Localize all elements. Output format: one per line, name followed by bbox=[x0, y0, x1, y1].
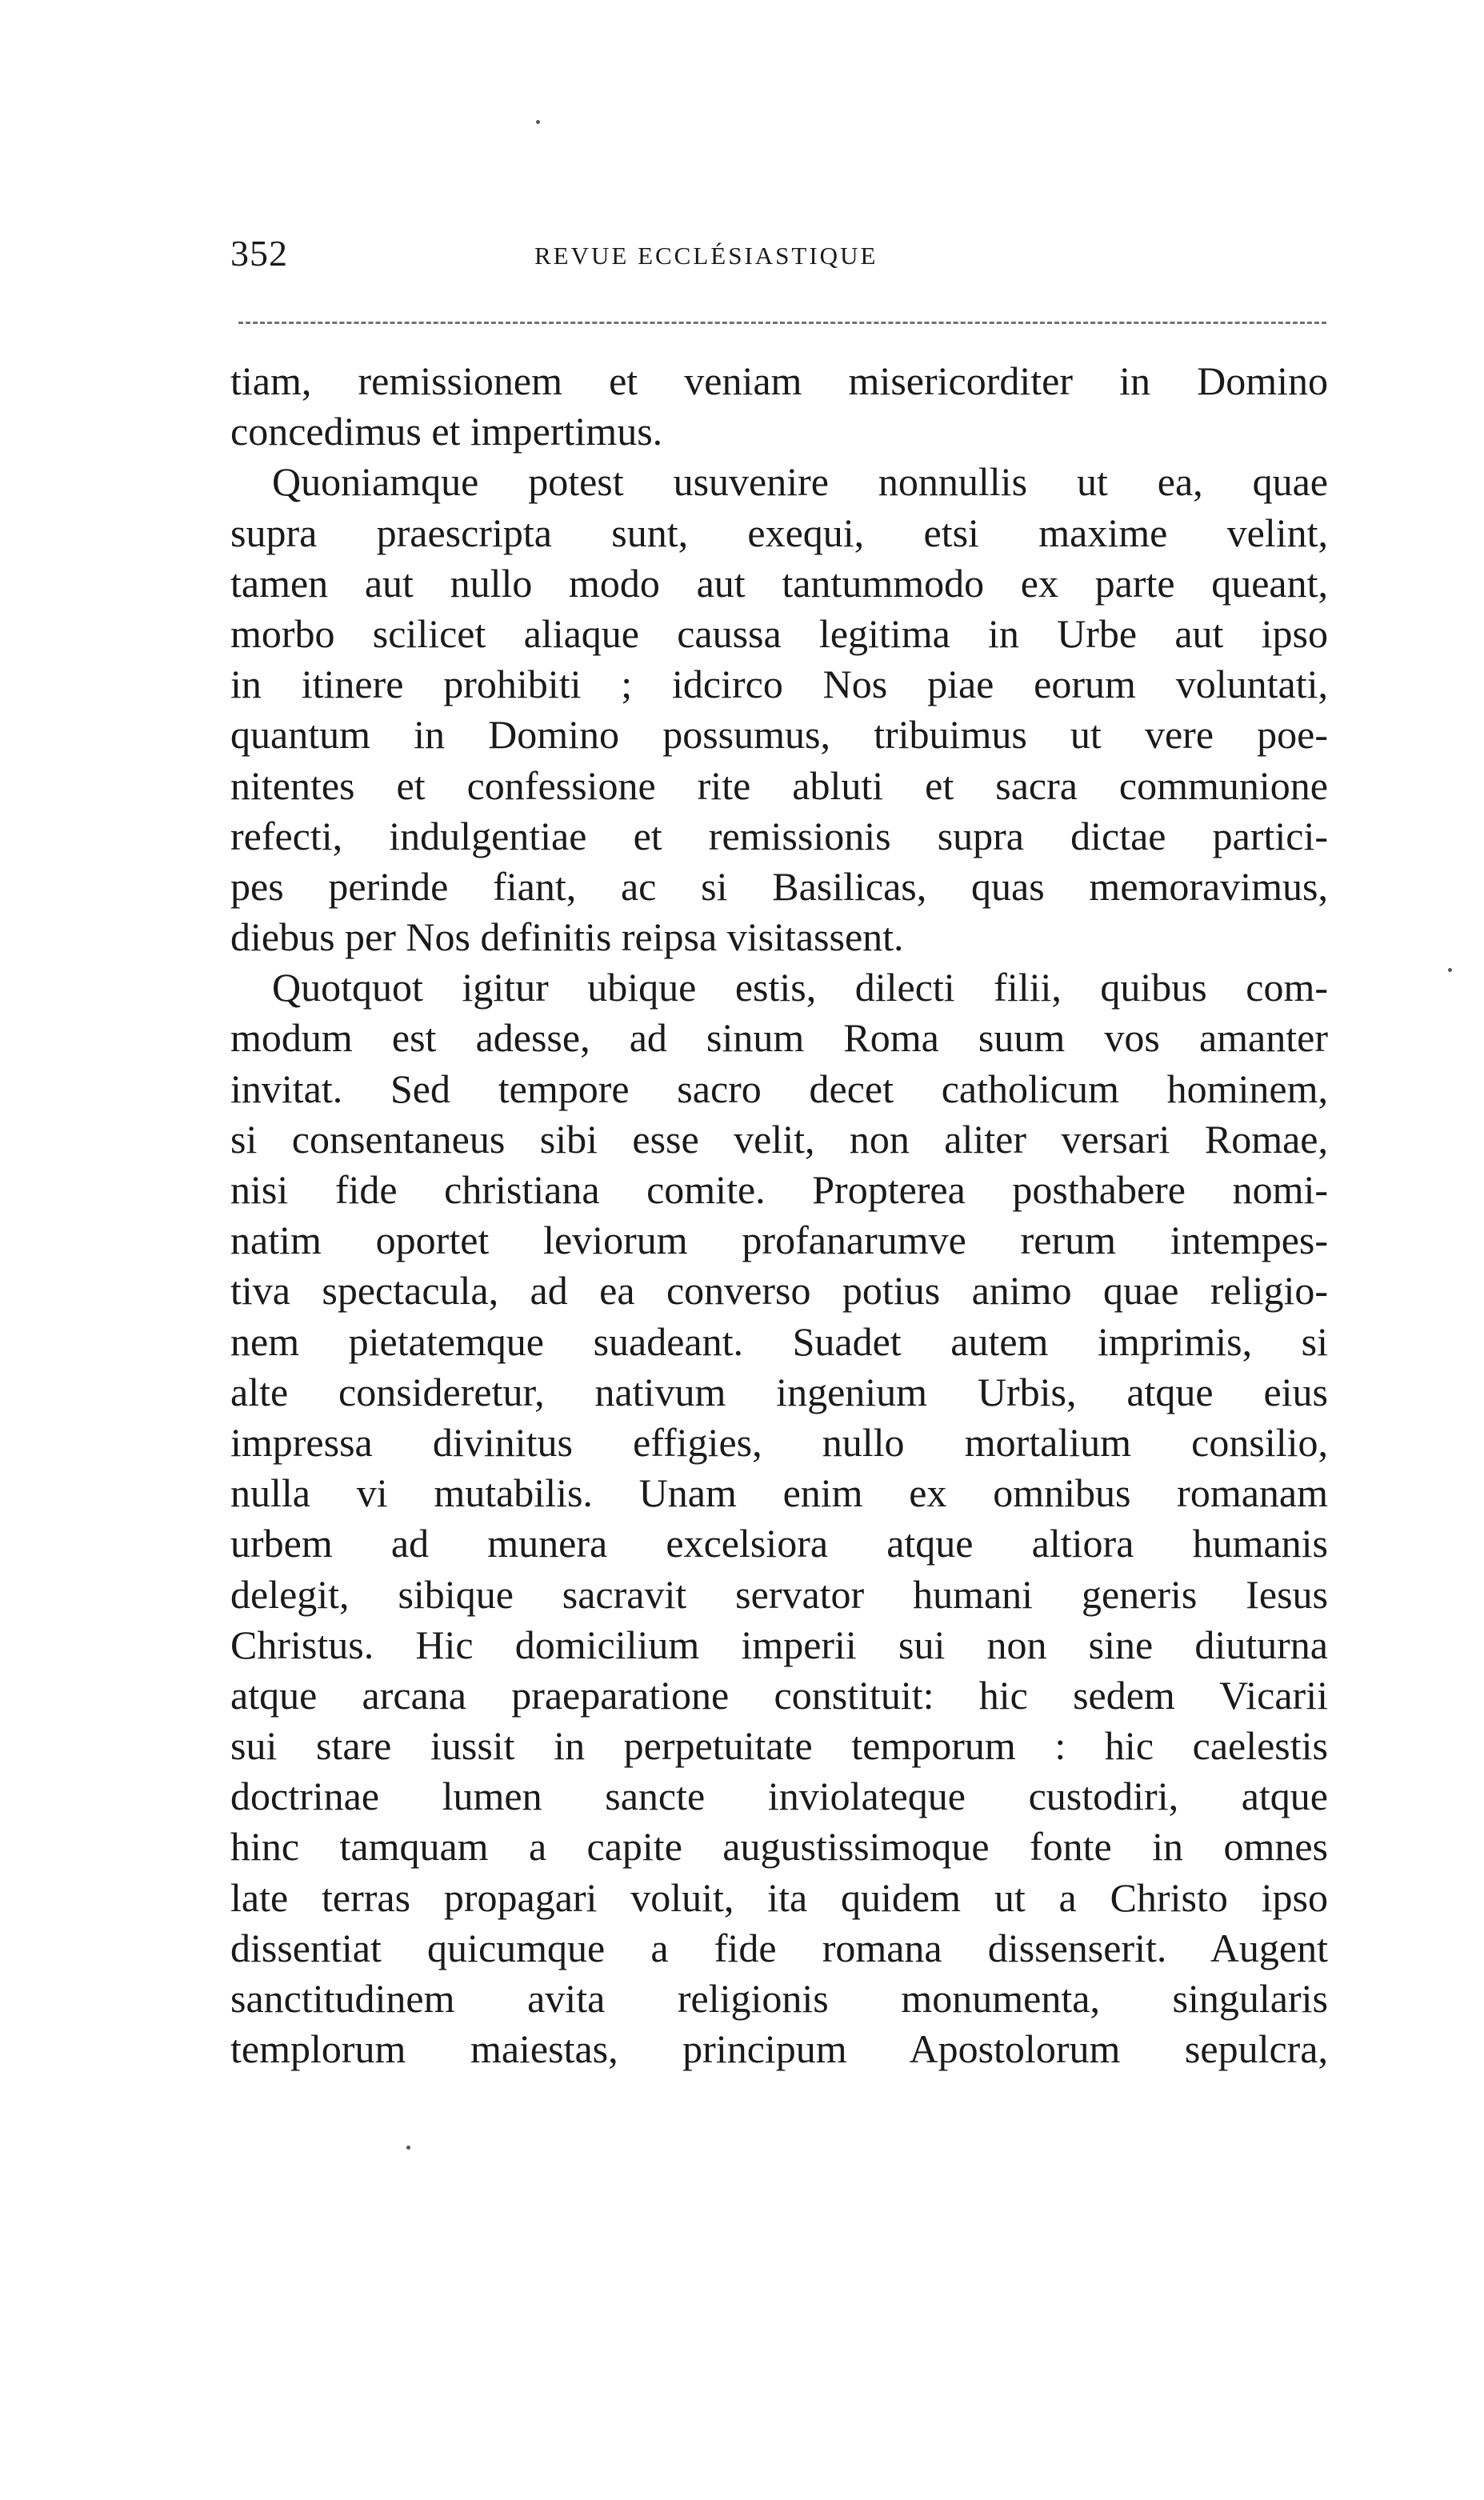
text-line: nulla vi mutabilis. Unam enim ex omnibus romanam bbox=[230, 1470, 1328, 1516]
text-line: modum est adesse, ad sinum Roma suum vos amanter bbox=[230, 1015, 1328, 1061]
text-line: invitat. Sed tempore sacro decet catholicum hominem, bbox=[230, 1066, 1328, 1111]
text-line: refecti, indulgentiae et remissionis supra dictae partici- bbox=[230, 813, 1328, 858]
body-text bbox=[230, 356, 1328, 2074]
text-line: sui stare iussit in perpetuitate temporum : hic caelestis bbox=[230, 1723, 1328, 1769]
text-line: atque arcana praeparatione constituit: hic sedem Vicarii bbox=[230, 1672, 1328, 1718]
text-line: Quotquot igitur ubique estis, dilecti filii, quibus com- bbox=[272, 965, 1328, 1010]
ink-speck bbox=[1448, 968, 1452, 972]
text-line: delegit, sibique sacravit servator humani generis Iesus bbox=[230, 1571, 1328, 1617]
ink-speck bbox=[536, 120, 540, 124]
text-line: doctrinae lumen sancte inviolateque custodiri, atque bbox=[230, 1774, 1328, 1819]
text-line: sanctitudinem avita religionis monumenta, singularis bbox=[230, 1976, 1328, 2021]
text-line: impressa divinitus effigies, nullo mortalium consilio, bbox=[230, 1419, 1328, 1465]
text-line: pes perinde fiant, ac si Basilicas, quas memoravimus, bbox=[230, 863, 1328, 909]
text-line: tiva spectacula, ad ea converso potius animo quae religio- bbox=[230, 1268, 1328, 1314]
text-line: nitentes et confessione rite abluti et sacra communione bbox=[230, 762, 1328, 808]
text-line: alte consideretur, nativum ingenium Urbis, atque eius bbox=[230, 1369, 1328, 1414]
text-line: concedimus et impertimus. bbox=[230, 409, 663, 454]
text-line: supra praescripta sunt, exequi, etsi maxime velint, bbox=[230, 510, 1328, 555]
text-line: diebus per Nos definitis reipsa visitassent. bbox=[230, 914, 904, 960]
text-line: late terras propagari voluit, ita quidem ut a Christo ipso bbox=[230, 1874, 1328, 1920]
text-line: si consentaneus sibi esse velit, non aliter versari Romae, bbox=[230, 1116, 1328, 1162]
running-title: REVUE ECCLÉSIASTIQUE bbox=[534, 242, 878, 270]
ink-speck bbox=[406, 2146, 410, 2150]
header-rule bbox=[238, 322, 1326, 324]
text-line: urbem ad munera excelsiora atque altiora humanis bbox=[230, 1521, 1328, 1566]
text-line: in itinere prohibiti ; idcirco Nos piae eorum voluntati, bbox=[230, 662, 1328, 707]
text-line: Quoniamque potest usuvenire nonnullis ut ea, quae bbox=[272, 459, 1328, 505]
text-line: templorum maiestas, principum Apostolorum sepulcra, bbox=[230, 2026, 1328, 2072]
page-header bbox=[230, 232, 1334, 296]
text-line: Christus. Hic domicilium imperii sui non sine diuturna bbox=[230, 1622, 1328, 1667]
text-line: dissentiat quicumque a fide romana dissenserit. Augent bbox=[230, 1925, 1328, 1970]
page-number: 352 bbox=[230, 233, 288, 274]
text-line: quantum in Domino possumus, tribuimus ut vere poe- bbox=[230, 712, 1328, 758]
text-line: tamen aut nullo modo aut tantummodo ex parte queant, bbox=[230, 560, 1328, 606]
text-line: nisi fide christiana comite. Propterea posthabere nomi- bbox=[230, 1167, 1328, 1212]
text-line: hinc tamquam a capite augustissimoque fonte in omnes bbox=[230, 1824, 1328, 1870]
text-line: tiam, remissionem et veniam misericorditer in Domino bbox=[230, 358, 1328, 403]
text-line: nem pietatemque suadeant. Suadet autem imprimis, si bbox=[230, 1318, 1328, 1364]
text-line: morbo scilicet aliaque caussa legitima in Urbe aut ipso bbox=[230, 610, 1328, 656]
text-line: natim oportet leviorum profanarumve rerum intempes- bbox=[230, 1218, 1328, 1263]
